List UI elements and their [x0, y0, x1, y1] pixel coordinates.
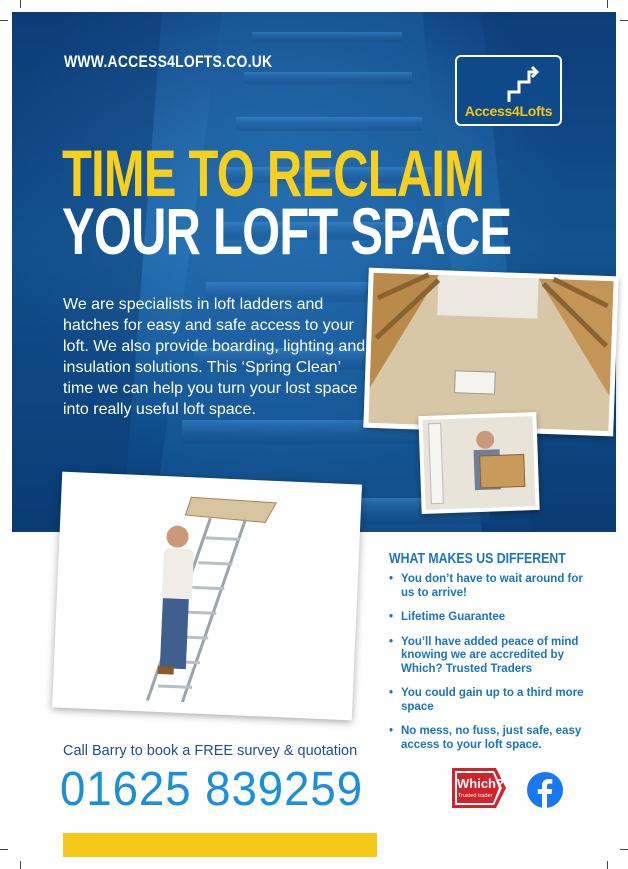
crop-mark — [607, 861, 608, 869]
website-url[interactable]: WWW.ACCESS4LOFTS.CO.UK — [64, 52, 273, 71]
crop-mark — [0, 849, 8, 850]
ladder-climbing-photo — [52, 472, 362, 721]
list-item: • You’ll have added peace of mind knowing we are accredited by Which? Trusted Traders — [389, 636, 589, 677]
list-item: • No mess, no fuss, just safe, easy access to your loft space. — [389, 725, 589, 752]
footer-accent-bar — [63, 833, 377, 857]
call-to-action: Call Barry to book a FREE survey & quotation — [63, 743, 358, 759]
headline-line-2: YOUR LOFT SPACE — [62, 194, 512, 268]
which-badge-sublabel: Trusted trader — [458, 793, 493, 799]
section-title-benefits: WHAT MAKES US DIFFERENT — [389, 550, 566, 567]
intro-text — [63, 294, 373, 420]
crop-mark — [0, 20, 8, 21]
loft-interior-photo — [363, 268, 618, 437]
list-item: • You could gain up to a third more space — [389, 687, 589, 714]
list-item: • You don’t have to wait around for us to arrive! — [389, 573, 589, 600]
headline — [62, 136, 512, 268]
access4lofts-logo — [455, 55, 562, 126]
facebook-icon[interactable] — [527, 772, 563, 808]
crop-mark — [20, 861, 21, 869]
benefits-list — [389, 573, 589, 763]
crop-mark — [620, 849, 628, 850]
phone-number[interactable]: 01625 839259 — [60, 763, 364, 816]
stairs-icon — [457, 60, 560, 105]
crop-mark — [620, 20, 628, 21]
crop-mark — [607, 0, 608, 8]
logo-text: Access4Lofts — [464, 103, 553, 119]
crop-mark — [20, 0, 21, 8]
which-badge-label: Which? — [457, 776, 504, 791]
list-item: • Lifetime Guarantee — [389, 611, 589, 625]
which-trusted-trader-badge — [452, 768, 506, 808]
headline-line-1: TIME TO RECLAIM — [62, 136, 485, 210]
man-carrying-box-photo — [418, 412, 539, 514]
intro-paragraph: We are specialists in loft ladders and hatches for easy and safe access to your loft. We also provide boarding, lighting and insulation solutions. This ‘Spring Clean’ time we can help you turn your lost space into really useful loft space. — [63, 296, 366, 418]
